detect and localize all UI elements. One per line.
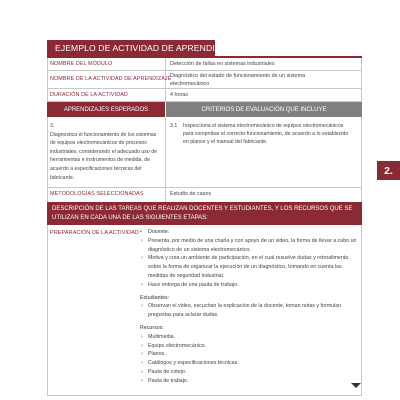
expected-learning-header: APRENDIZAJES ESPERADOS <box>47 102 165 117</box>
module-row <box>47 58 362 71</box>
criteria-header-row <box>47 102 362 117</box>
learning-outcome-text: Diagnostica el funcionamiento de los sistemas de equipos electromecánicos de procesos industriales, considerando el adecuado uso de herramientas e instrumentos de medida, de acuerdo a especificaciones técnicas del fabricante. <box>50 131 157 181</box>
docente-item: › Presenta, por medio de una charla y con apoyo de un video, la forma de llevar a cabo un diagnóstico de un sistema electromecánico. <box>140 237 358 255</box>
methodology-value: Estudio de casos <box>170 191 212 197</box>
bottom-border <box>47 395 362 396</box>
recurso-item: › Catálogos y especificaciones técnicas. <box>140 359 358 368</box>
estudiantes-heading: Estudiantes: <box>140 294 170 301</box>
criterion-number: 3.1 <box>170 123 178 129</box>
docente-heading: • Docente: <box>140 228 358 237</box>
criterion-text: Inspecciona el sistema electromecánico de equipos electromecánicos para comprobar el correcto funcionamiento, de acuerdo a lo establecido en planos y el manual del fabricante. <box>183 123 349 146</box>
column-divider <box>165 58 166 70</box>
duration-value: 4 horas <box>170 92 188 98</box>
learning-outcome <box>50 122 162 182</box>
column-divider <box>165 188 166 202</box>
activity-name-label: NOMBRE DE LA ACTIVIDAD DE APRENDIZAJE <box>50 76 172 82</box>
preparation-content <box>140 228 358 386</box>
continue-arrow-icon <box>351 383 361 388</box>
activity-name-row <box>47 71 362 89</box>
duration-label: DURACIÓN DE LA ACTIVIDAD <box>50 92 128 98</box>
activity-title: EJEMPLO DE ACTIVIDAD DE APRENDIZAJE <box>47 40 215 57</box>
docente-item: › Hace entrega de una pauta de trabajo. <box>140 281 358 290</box>
recurso-item: › Multimedia. <box>140 333 358 342</box>
recurso-item: › Pauta de trabajo. <box>140 377 358 386</box>
evaluation-criteria-header: CRITERIOS DE EVALUACIÓN QUE INCLUYE <box>166 102 362 117</box>
duration-row <box>47 89 362 102</box>
chapter-number-tab: 2. <box>377 161 400 180</box>
module-label: NOMBRE DEL MÓDULO <box>50 61 113 67</box>
recurso-item: › Planos. <box>140 350 358 359</box>
docente-item: › Motiva y crea un ambiente de participación, en el cual resuelve dudas y retroalimenta sobre la forma de organizar la ejecución de un diagnóstico, tomando en cuenta las medidas de seguridad industrial. <box>140 254 358 280</box>
column-divider <box>165 89 166 101</box>
estudiantes-item: › Observan el video, escuchan la explicación de la docente, toman notas y formulan preguntas para aclarar dudas. <box>140 302 358 320</box>
module-value: Detección de fallas en sistemas industriales <box>170 61 275 67</box>
preparation-label: PREPARACIÓN DE LA ACTIVIDAD <box>50 230 139 236</box>
learning-outcome-number: 3. <box>50 123 55 129</box>
outcome-row <box>47 117 362 188</box>
recurso-item: › Pauta de cotejo. <box>140 368 358 377</box>
recursos-heading: Recursos: <box>140 324 164 331</box>
activity-name-value: Diagnóstico del estado de funcionamiento de un sistema electromecánico <box>170 73 306 87</box>
tasks-description-header: DESCRIPCIÓN DE LAS TAREAS QUE REALIZAN DOCENTES Y ESTUDIANTES, Y LOS RECURSOS QUE SE UTILIZAN EN CADA UNA DE LAS SIGUIENTES ETAPAS: <box>47 202 362 225</box>
column-divider <box>165 117 166 187</box>
methodology-label: METODOLOGÍAS SELECCIONADAS <box>50 191 144 197</box>
recurso-item: › Equipo electromecánico. <box>140 342 358 351</box>
methodology-row <box>47 188 362 202</box>
